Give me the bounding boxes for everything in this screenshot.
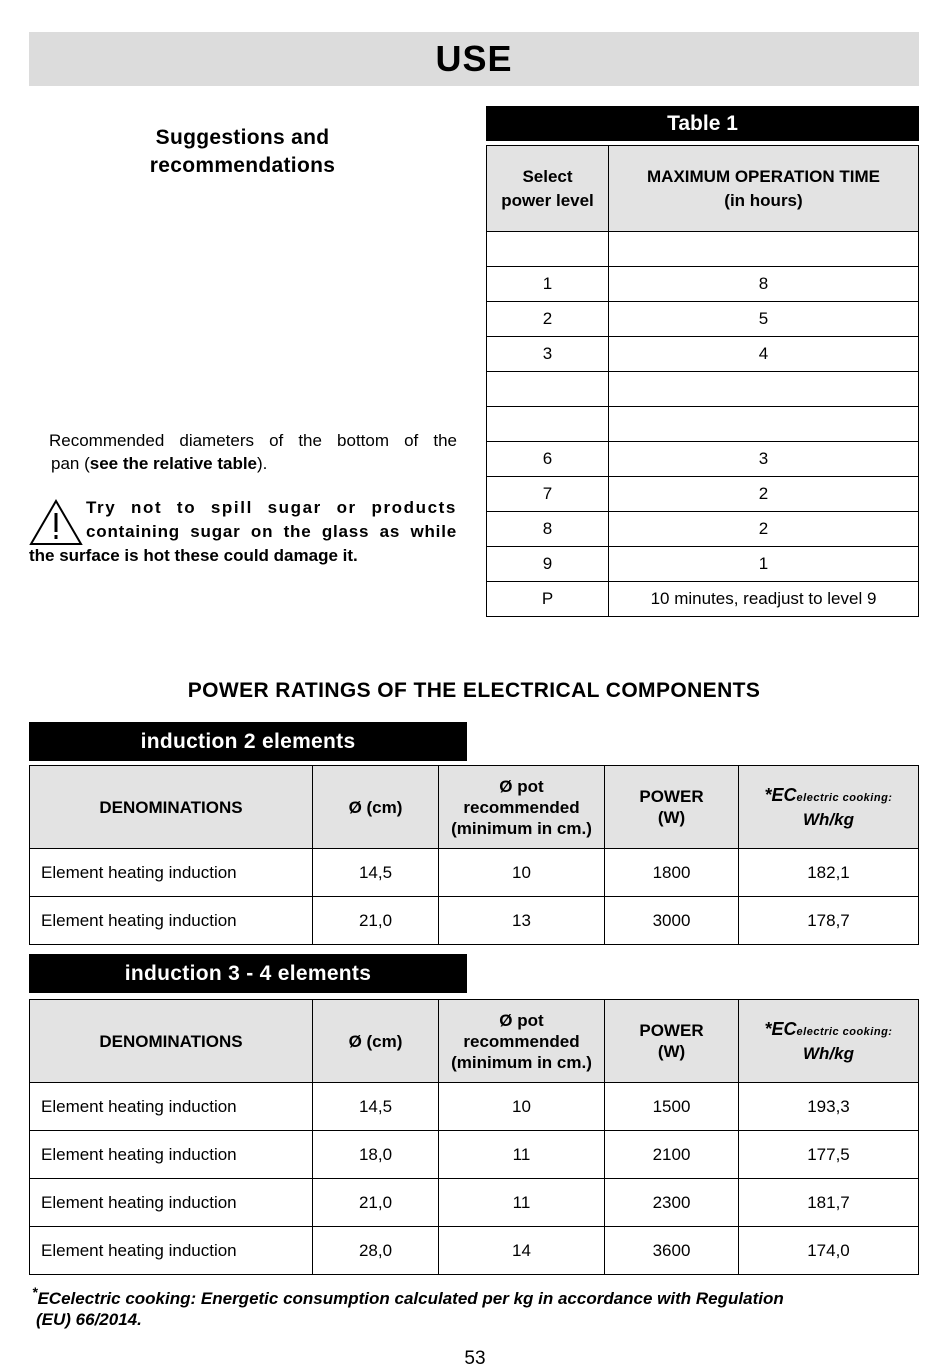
power-cell: 3600 <box>605 1227 739 1275</box>
ec-cell: 181,7 <box>739 1179 919 1227</box>
diameter-text <box>49 429 457 475</box>
diameter-text-line1: Recommended diameters of the bottom of the <box>49 431 457 450</box>
table-row <box>487 512 919 547</box>
table-row <box>487 302 919 337</box>
power-level-cell: P <box>487 582 609 617</box>
footnote-mark: * <box>32 1284 38 1300</box>
col-ec-unit: Wh/kg <box>803 809 854 829</box>
power-cell: 2100 <box>605 1131 739 1179</box>
element-name-cell: Element heating induction <box>30 1083 313 1131</box>
col-pot-line1: Ø pot <box>499 776 544 796</box>
col-pot-line3: (minimum in cm.) <box>451 818 592 838</box>
max-time-cell: 5 <box>609 302 919 337</box>
max-time-cell: 10 minutes, readjust to level 9 <box>609 582 919 617</box>
page-number: 53 <box>464 1348 486 1369</box>
diameter-text-line2 <box>49 452 457 475</box>
power-level-cell <box>487 407 609 442</box>
warning-line2: containing sugar on the glass as while <box>86 522 457 541</box>
warning-note <box>29 496 457 568</box>
warning-line1: Try not to spill sugar or products <box>86 498 457 517</box>
diameter-cell: 14,5 <box>313 1083 439 1131</box>
element-name-cell: Element heating induction <box>30 1131 313 1179</box>
induction2-table <box>29 765 919 945</box>
table-row <box>30 897 919 945</box>
col-power-line2: (W) <box>657 1042 686 1061</box>
table-row <box>30 1131 919 1179</box>
max-time-cell: 2 <box>609 477 919 512</box>
power-cell: 1800 <box>605 849 739 897</box>
table1-col2-line2: (in hours) <box>724 190 803 210</box>
max-time-cell: 8 <box>609 267 919 302</box>
pot-cell: 10 <box>439 1083 605 1131</box>
col-pot-line1: Ø pot <box>499 1010 544 1030</box>
suggestions-title <box>40 124 445 180</box>
ec-cell: 182,1 <box>739 849 919 897</box>
table1-operation-time <box>486 145 919 617</box>
power-level-cell: 8 <box>487 512 609 547</box>
table1-col1-line2: power level <box>501 190 594 210</box>
table-row <box>487 267 919 302</box>
pot-cell: 11 <box>439 1179 605 1227</box>
table-row <box>487 232 919 267</box>
col-ec-sub: electric cooking: <box>796 791 893 804</box>
max-time-cell: 1 <box>609 547 919 582</box>
diameter-text-pre: pan ( <box>51 454 90 473</box>
induction2-header-row <box>30 766 919 849</box>
power-level-cell: 9 <box>487 547 609 582</box>
col-diameter: Ø (cm) <box>313 1000 439 1083</box>
power-level-cell <box>487 232 609 267</box>
footnote-line1: ECelectric cooking: Energetic consumption calculated per kg in accordance with Regulation <box>37 1289 784 1308</box>
col-pot-recommended <box>439 1000 605 1083</box>
element-name-cell: Element heating induction <box>30 1227 313 1275</box>
pot-cell: 11 <box>439 1131 605 1179</box>
pot-cell: 10 <box>439 849 605 897</box>
suggestions-title-line1: Suggestions and <box>155 126 330 149</box>
table1-col2-line1: MAXIMUM OPERATION TIME <box>647 166 880 186</box>
suggestions-title-line2: recommendations <box>149 154 336 177</box>
page-title: USE <box>435 38 513 79</box>
diameter-text-post: ). <box>257 454 268 473</box>
element-name-cell: Element heating induction <box>30 897 313 945</box>
diameter-cell: 21,0 <box>313 897 439 945</box>
diameter-cell: 28,0 <box>313 1227 439 1275</box>
table1-header-row <box>487 146 919 232</box>
diameter-cell: 14,5 <box>313 849 439 897</box>
col-ec <box>739 766 919 849</box>
table-row <box>487 372 919 407</box>
table-row <box>30 849 919 897</box>
power-ratings-title: POWER RATINGS OF THE ELECTRICAL COMPONENTS <box>187 679 761 702</box>
power-level-cell: 6 <box>487 442 609 477</box>
table-row <box>487 547 919 582</box>
table-row <box>487 477 919 512</box>
table-row <box>30 1227 919 1275</box>
table1-title: Table 1 <box>486 106 919 141</box>
table-row <box>30 1083 919 1131</box>
max-time-cell: 3 <box>609 442 919 477</box>
max-time-cell: 4 <box>609 337 919 372</box>
power-level-cell <box>487 372 609 407</box>
col-pot-line3: (minimum in cm.) <box>451 1052 592 1072</box>
col-power <box>605 1000 739 1083</box>
col-denominations: DENOMINATIONS <box>30 766 313 849</box>
pot-cell: 14 <box>439 1227 605 1275</box>
max-time-cell <box>609 372 919 407</box>
header-bar <box>29 32 919 86</box>
induction34-header-row <box>30 1000 919 1083</box>
col-power-line1: POWER <box>639 787 704 806</box>
ec-cell: 178,7 <box>739 897 919 945</box>
max-time-cell <box>609 232 919 267</box>
ec-footnote <box>32 1284 916 1330</box>
footnote-line2: (EU) 66/2014. <box>36 1310 142 1329</box>
table1-col1-line1: Select <box>522 166 573 186</box>
element-name-cell: Element heating induction <box>30 1179 313 1227</box>
col-ec-sub: electric cooking: <box>796 1025 893 1038</box>
table-row <box>30 1179 919 1227</box>
ec-cell: 177,5 <box>739 1131 919 1179</box>
col-pot-recommended <box>439 766 605 849</box>
power-level-cell: 3 <box>487 337 609 372</box>
warning-line3: the surface is hot these could damage it. <box>29 546 358 565</box>
col-pot-line2: recommended <box>463 797 580 817</box>
col-power <box>605 766 739 849</box>
power-level-cell: 7 <box>487 477 609 512</box>
table1-col-power-level <box>487 146 609 232</box>
max-time-cell: 2 <box>609 512 919 547</box>
diameter-cell: 18,0 <box>313 1131 439 1179</box>
table-row <box>487 407 919 442</box>
induction34-title: induction 3 - 4 elements <box>29 954 467 993</box>
col-ec <box>739 1000 919 1083</box>
diameter-cell: 21,0 <box>313 1179 439 1227</box>
col-ec-unit: Wh/kg <box>803 1043 854 1063</box>
table-row <box>487 582 919 617</box>
element-name-cell: Element heating induction <box>30 849 313 897</box>
col-ec-main: *EC <box>764 784 797 805</box>
pot-cell: 13 <box>439 897 605 945</box>
relative-table-reference: see the relative table <box>89 454 258 473</box>
power-cell: 2300 <box>605 1179 739 1227</box>
warning-triangle-icon <box>29 498 83 546</box>
col-ec-main: *EC <box>764 1018 797 1039</box>
power-level-cell: 1 <box>487 267 609 302</box>
ec-cell: 193,3 <box>739 1083 919 1131</box>
col-pot-line2: recommended <box>463 1031 580 1051</box>
table-row <box>487 442 919 477</box>
max-time-cell <box>609 407 919 442</box>
induction2-title: induction 2 elements <box>29 722 467 761</box>
table-row <box>487 337 919 372</box>
col-power-line1: POWER <box>639 1021 704 1040</box>
col-diameter: Ø (cm) <box>313 766 439 849</box>
induction34-table <box>29 999 919 1275</box>
col-power-line2: (W) <box>657 808 686 827</box>
ec-cell: 174,0 <box>739 1227 919 1275</box>
power-cell: 3000 <box>605 897 739 945</box>
table1-col-max-time <box>609 146 919 232</box>
power-level-cell: 2 <box>487 302 609 337</box>
col-denominations: DENOMINATIONS <box>30 1000 313 1083</box>
power-cell: 1500 <box>605 1083 739 1131</box>
